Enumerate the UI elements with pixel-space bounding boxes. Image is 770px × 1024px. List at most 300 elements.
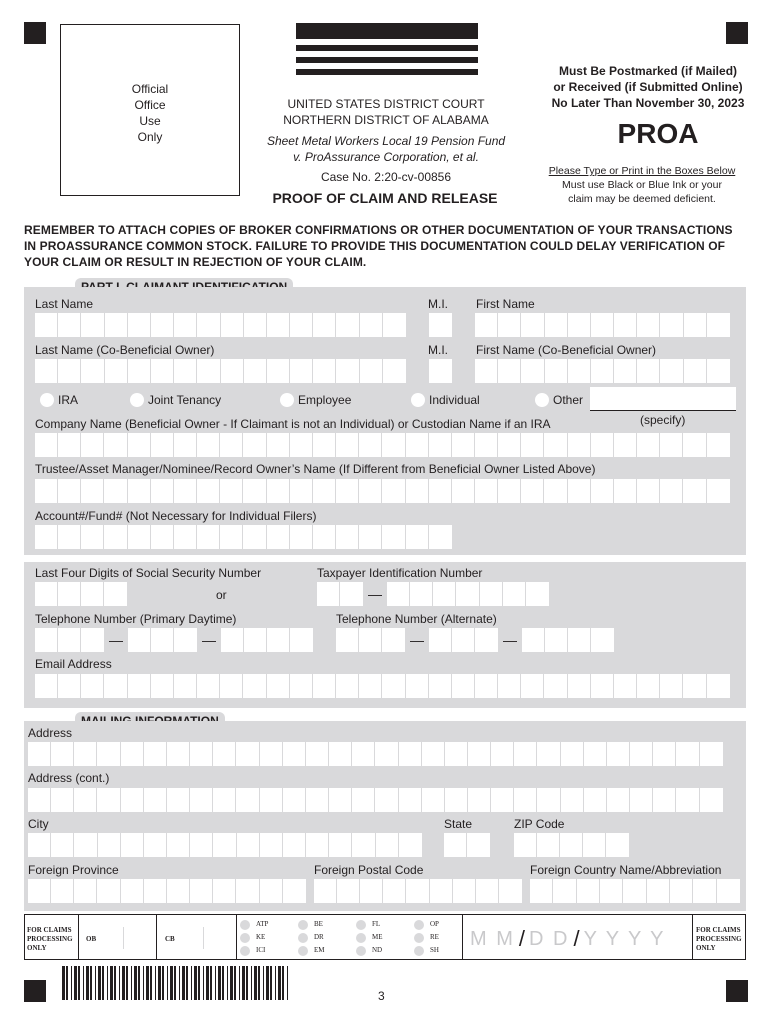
input-cell[interactable] xyxy=(387,582,410,606)
radio-joint-tenancy[interactable] xyxy=(130,393,144,407)
input-cell[interactable] xyxy=(35,433,58,457)
input-cell[interactable] xyxy=(236,879,259,903)
input-cell[interactable] xyxy=(352,788,375,812)
input-cell[interactable] xyxy=(58,582,81,606)
input-cell[interactable] xyxy=(104,433,127,457)
input-cell[interactable] xyxy=(283,833,306,857)
input-cell[interactable] xyxy=(340,582,363,606)
input-cell[interactable] xyxy=(614,479,637,503)
input-cell[interactable] xyxy=(456,582,479,606)
input-cell[interactable] xyxy=(58,479,81,503)
input-cell[interactable] xyxy=(104,479,127,503)
input-cell[interactable] xyxy=(429,313,452,337)
input-cell[interactable] xyxy=(167,833,190,857)
input-cell[interactable] xyxy=(468,788,491,812)
input-cell[interactable] xyxy=(58,313,81,337)
input-cell[interactable] xyxy=(429,628,452,652)
input-cell[interactable] xyxy=(521,359,544,383)
input-cell[interactable] xyxy=(243,674,266,698)
input-cell[interactable] xyxy=(290,313,313,337)
input-cell[interactable] xyxy=(480,582,503,606)
input-cell[interactable] xyxy=(410,582,433,606)
input-cell[interactable] xyxy=(313,479,336,503)
input-cell[interactable] xyxy=(244,628,267,652)
input-cell[interactable] xyxy=(382,479,405,503)
input-cell[interactable] xyxy=(406,433,429,457)
input-cell[interactable] xyxy=(128,628,151,652)
input-cell[interactable] xyxy=(498,674,521,698)
input-cell[interactable] xyxy=(521,674,544,698)
input-cell[interactable] xyxy=(614,433,637,457)
input-cell[interactable] xyxy=(498,479,521,503)
phone-primary-line-input[interactable] xyxy=(221,628,313,652)
input-cell[interactable] xyxy=(204,927,226,949)
input-cell[interactable] xyxy=(221,359,244,383)
input-cell[interactable] xyxy=(475,313,498,337)
received-date-input[interactable] xyxy=(470,924,690,954)
input-cell[interactable] xyxy=(630,788,653,812)
input-cell[interactable] xyxy=(476,879,499,903)
input-cell[interactable] xyxy=(197,359,220,383)
input-cell[interactable] xyxy=(197,674,220,698)
input-cell[interactable] xyxy=(243,479,266,503)
input-cell[interactable] xyxy=(174,525,197,549)
input-cell[interactable] xyxy=(144,833,167,857)
input-cell[interactable] xyxy=(144,742,167,766)
input-cell[interactable] xyxy=(174,628,197,652)
input-cell[interactable] xyxy=(243,433,266,457)
input-cell[interactable] xyxy=(717,879,740,903)
email-input[interactable] xyxy=(35,674,730,698)
company-input[interactable] xyxy=(35,433,730,457)
input-cell[interactable] xyxy=(290,525,313,549)
input-cell[interactable] xyxy=(452,479,475,503)
input-cell[interactable] xyxy=(653,788,676,812)
input-cell[interactable] xyxy=(433,582,456,606)
input-cell[interactable] xyxy=(244,359,267,383)
input-cell[interactable] xyxy=(561,788,584,812)
input-cell[interactable] xyxy=(81,433,104,457)
code-radio[interactable] xyxy=(240,946,250,956)
input-cell[interactable] xyxy=(521,313,544,337)
input-cell[interactable] xyxy=(104,674,127,698)
input-cell[interactable] xyxy=(260,833,283,857)
input-cell[interactable] xyxy=(637,479,660,503)
input-cell[interactable] xyxy=(545,628,568,652)
input-cell[interactable] xyxy=(121,788,144,812)
input-cell[interactable] xyxy=(660,479,683,503)
code-radio[interactable] xyxy=(298,946,308,956)
input-cell[interactable] xyxy=(382,628,405,652)
input-cell[interactable] xyxy=(475,433,498,457)
phone-alt-line-input[interactable] xyxy=(522,628,614,652)
code-radio[interactable] xyxy=(356,946,366,956)
input-cell[interactable] xyxy=(660,359,683,383)
input-cell[interactable] xyxy=(544,479,567,503)
input-cell[interactable] xyxy=(700,788,723,812)
input-cell[interactable] xyxy=(591,674,614,698)
input-cell[interactable] xyxy=(167,742,190,766)
code-radio[interactable] xyxy=(414,946,424,956)
input-cell[interactable] xyxy=(475,359,498,383)
input-cell[interactable] xyxy=(260,788,283,812)
input-cell[interactable] xyxy=(429,479,452,503)
input-cell[interactable] xyxy=(452,433,475,457)
input-cell[interactable] xyxy=(591,628,614,652)
input-cell[interactable] xyxy=(28,788,51,812)
input-cell[interactable] xyxy=(221,313,244,337)
input-cell[interactable] xyxy=(553,879,576,903)
input-cell[interactable] xyxy=(121,879,144,903)
input-cell[interactable] xyxy=(81,582,104,606)
input-cell[interactable] xyxy=(336,433,359,457)
code-radio[interactable] xyxy=(240,933,250,943)
input-cell[interactable] xyxy=(568,359,591,383)
input-cell[interactable] xyxy=(105,313,128,337)
input-cell[interactable] xyxy=(336,674,359,698)
input-cell[interactable] xyxy=(35,628,58,652)
input-cell[interactable] xyxy=(121,742,144,766)
input-cell[interactable] xyxy=(591,313,614,337)
last-name-co-input[interactable] xyxy=(35,359,406,383)
input-cell[interactable] xyxy=(660,674,683,698)
input-cell[interactable] xyxy=(213,879,236,903)
input-cell[interactable] xyxy=(283,879,306,903)
input-cell[interactable] xyxy=(637,359,660,383)
input-cell[interactable] xyxy=(81,313,104,337)
input-cell[interactable] xyxy=(360,879,383,903)
input-cell[interactable] xyxy=(683,674,706,698)
input-cell[interactable] xyxy=(429,433,452,457)
input-cell[interactable] xyxy=(422,788,445,812)
input-cell[interactable] xyxy=(514,833,537,857)
input-cell[interactable] xyxy=(526,582,549,606)
input-cell[interactable] xyxy=(382,525,405,549)
input-cell[interactable] xyxy=(121,833,144,857)
code-radio[interactable] xyxy=(356,933,366,943)
phone-alt-prefix-input[interactable] xyxy=(429,628,498,652)
input-cell[interactable] xyxy=(81,479,104,503)
input-cell[interactable] xyxy=(306,742,329,766)
input-cell[interactable] xyxy=(514,788,537,812)
radio-employee[interactable] xyxy=(280,393,294,407)
code-radio[interactable] xyxy=(414,933,424,943)
input-cell[interactable] xyxy=(35,359,58,383)
input-cell[interactable] xyxy=(376,833,399,857)
input-cell[interactable] xyxy=(429,525,452,549)
input-cell[interactable] xyxy=(614,313,637,337)
input-cell[interactable] xyxy=(213,788,236,812)
mi-co-input[interactable] xyxy=(429,359,452,383)
input-cell[interactable] xyxy=(190,742,213,766)
code-radio[interactable] xyxy=(240,920,250,930)
input-cell[interactable] xyxy=(306,833,329,857)
input-cell[interactable] xyxy=(491,788,514,812)
input-cell[interactable] xyxy=(144,788,167,812)
input-cell[interactable] xyxy=(128,674,151,698)
trustee-input[interactable] xyxy=(35,479,730,503)
input-cell[interactable] xyxy=(267,674,290,698)
input-cell[interactable] xyxy=(105,359,128,383)
phone-primary-prefix-input[interactable] xyxy=(128,628,197,652)
input-cell[interactable] xyxy=(35,525,58,549)
input-cell[interactable] xyxy=(607,788,630,812)
input-cell[interactable] xyxy=(174,313,197,337)
input-cell[interactable] xyxy=(429,674,452,698)
input-cell[interactable] xyxy=(606,833,629,857)
radio-ira[interactable] xyxy=(40,393,54,407)
input-cell[interactable] xyxy=(577,879,600,903)
input-cell[interactable] xyxy=(102,927,124,949)
input-cell[interactable] xyxy=(591,359,614,383)
input-cell[interactable] xyxy=(600,879,623,903)
input-cell[interactable] xyxy=(244,313,267,337)
input-cell[interactable] xyxy=(422,742,445,766)
input-cell[interactable] xyxy=(660,433,683,457)
input-cell[interactable] xyxy=(190,788,213,812)
input-cell[interactable] xyxy=(51,833,74,857)
input-cell[interactable] xyxy=(498,313,521,337)
input-cell[interactable] xyxy=(197,313,220,337)
input-cell[interactable] xyxy=(336,525,359,549)
input-cell[interactable] xyxy=(151,674,174,698)
input-cell[interactable] xyxy=(647,879,670,903)
input-cell[interactable] xyxy=(74,742,97,766)
input-cell[interactable] xyxy=(329,742,352,766)
input-cell[interactable] xyxy=(190,879,213,903)
input-cell[interactable] xyxy=(174,674,197,698)
input-cell[interactable] xyxy=(260,879,283,903)
radio-individual[interactable] xyxy=(411,393,425,407)
input-cell[interactable] xyxy=(383,359,406,383)
input-cell[interactable] xyxy=(51,879,74,903)
input-cell[interactable] xyxy=(174,359,197,383)
input-cell[interactable] xyxy=(623,879,646,903)
input-cell[interactable] xyxy=(707,479,730,503)
input-cell[interactable] xyxy=(359,525,382,549)
input-cell[interactable] xyxy=(360,313,383,337)
input-cell[interactable] xyxy=(97,742,120,766)
input-cell[interactable] xyxy=(568,479,591,503)
input-cell[interactable] xyxy=(591,433,614,457)
input-cell[interactable] xyxy=(537,788,560,812)
input-cell[interactable] xyxy=(35,582,58,606)
input-cell[interactable] xyxy=(260,742,283,766)
input-cell[interactable] xyxy=(283,742,306,766)
input-cell[interactable] xyxy=(521,433,544,457)
input-cell[interactable] xyxy=(399,742,422,766)
input-cell[interactable] xyxy=(81,674,104,698)
input-cell[interactable] xyxy=(317,582,340,606)
input-cell[interactable] xyxy=(221,628,244,652)
input-cell[interactable] xyxy=(267,313,290,337)
input-cell[interactable] xyxy=(707,674,730,698)
input-cell[interactable] xyxy=(475,479,498,503)
input-cell[interactable] xyxy=(452,674,475,698)
input-cell[interactable] xyxy=(174,433,197,457)
input-cell[interactable] xyxy=(660,313,683,337)
input-cell[interactable] xyxy=(290,359,313,383)
input-cell[interactable] xyxy=(383,879,406,903)
input-cell[interactable] xyxy=(236,788,259,812)
input-cell[interactable] xyxy=(243,525,266,549)
input-cell[interactable] xyxy=(190,833,213,857)
input-cell[interactable] xyxy=(375,742,398,766)
input-cell[interactable] xyxy=(382,674,405,698)
input-cell[interactable] xyxy=(568,628,591,652)
input-cell[interactable] xyxy=(151,359,174,383)
input-cell[interactable] xyxy=(453,879,476,903)
input-cell[interactable] xyxy=(591,479,614,503)
input-cell[interactable] xyxy=(336,313,359,337)
input-cell[interactable] xyxy=(359,674,382,698)
input-cell[interactable] xyxy=(336,479,359,503)
input-cell[interactable] xyxy=(283,788,306,812)
input-cell[interactable] xyxy=(313,313,336,337)
input-cell[interactable] xyxy=(104,525,127,549)
address-cont-input[interactable] xyxy=(28,788,723,812)
foreign-province-input[interactable] xyxy=(28,879,306,903)
input-cell[interactable] xyxy=(97,788,120,812)
input-cell[interactable] xyxy=(568,313,591,337)
input-cell[interactable] xyxy=(290,433,313,457)
input-cell[interactable] xyxy=(313,674,336,698)
input-cell[interactable] xyxy=(290,479,313,503)
input-cell[interactable] xyxy=(614,674,637,698)
input-cell[interactable] xyxy=(290,674,313,698)
input-cell[interactable] xyxy=(530,879,553,903)
input-cell[interactable] xyxy=(220,674,243,698)
input-cell[interactable] xyxy=(670,879,693,903)
input-cell[interactable] xyxy=(498,359,521,383)
input-cell[interactable] xyxy=(213,742,236,766)
input-cell[interactable] xyxy=(406,879,429,903)
input-cell[interactable] xyxy=(360,359,383,383)
input-cell[interactable] xyxy=(491,742,514,766)
input-cell[interactable] xyxy=(58,628,81,652)
input-cell[interactable] xyxy=(51,788,74,812)
input-cell[interactable] xyxy=(522,628,545,652)
phone-primary-area-input[interactable] xyxy=(35,628,104,652)
input-cell[interactable] xyxy=(584,742,607,766)
input-cell[interactable] xyxy=(74,833,97,857)
input-cell[interactable] xyxy=(637,433,660,457)
input-cell[interactable] xyxy=(74,879,97,903)
input-cell[interactable] xyxy=(359,628,382,652)
input-cell[interactable] xyxy=(58,674,81,698)
input-cell[interactable] xyxy=(684,359,707,383)
input-cell[interactable] xyxy=(313,359,336,383)
input-cell[interactable] xyxy=(336,628,359,652)
input-cell[interactable] xyxy=(430,879,453,903)
input-cell[interactable] xyxy=(382,433,405,457)
input-cell[interactable] xyxy=(545,313,568,337)
input-cell[interactable] xyxy=(220,479,243,503)
input-cell[interactable] xyxy=(128,525,151,549)
last-name-input[interactable] xyxy=(35,313,406,337)
input-cell[interactable] xyxy=(313,525,336,549)
input-cell[interactable] xyxy=(336,359,359,383)
cb-input[interactable] xyxy=(182,927,226,949)
input-cell[interactable] xyxy=(503,582,526,606)
input-cell[interactable] xyxy=(568,433,591,457)
input-cell[interactable] xyxy=(544,674,567,698)
input-cell[interactable] xyxy=(399,788,422,812)
code-radio[interactable] xyxy=(356,920,366,930)
input-cell[interactable] xyxy=(220,433,243,457)
input-cell[interactable] xyxy=(128,359,151,383)
input-cell[interactable] xyxy=(406,674,429,698)
input-cell[interactable] xyxy=(676,742,699,766)
input-cell[interactable] xyxy=(98,833,121,857)
address-input[interactable] xyxy=(28,742,723,766)
input-cell[interactable] xyxy=(444,833,467,857)
input-cell[interactable] xyxy=(197,525,220,549)
input-cell[interactable] xyxy=(614,359,637,383)
input-cell[interactable] xyxy=(583,833,606,857)
input-cell[interactable] xyxy=(167,788,190,812)
ssn-input[interactable] xyxy=(35,582,127,606)
input-cell[interactable] xyxy=(399,833,422,857)
input-cell[interactable] xyxy=(359,433,382,457)
input-cell[interactable] xyxy=(521,479,544,503)
input-cell[interactable] xyxy=(707,433,730,457)
input-cell[interactable] xyxy=(220,525,243,549)
input-cell[interactable] xyxy=(174,479,197,503)
input-cell[interactable] xyxy=(498,433,521,457)
input-cell[interactable] xyxy=(683,479,706,503)
input-cell[interactable] xyxy=(197,479,220,503)
input-cell[interactable] xyxy=(514,742,537,766)
zip-input[interactable] xyxy=(514,833,629,857)
input-cell[interactable] xyxy=(684,313,707,337)
mi-input[interactable] xyxy=(429,313,452,337)
input-cell[interactable] xyxy=(445,788,468,812)
phone-alt-area-input[interactable] xyxy=(336,628,405,652)
input-cell[interactable] xyxy=(267,525,290,549)
input-cell[interactable] xyxy=(475,674,498,698)
input-cell[interactable] xyxy=(28,742,51,766)
input-cell[interactable] xyxy=(151,628,174,652)
input-cell[interactable] xyxy=(467,833,490,857)
input-cell[interactable] xyxy=(313,433,336,457)
input-cell[interactable] xyxy=(707,313,730,337)
input-cell[interactable] xyxy=(58,525,81,549)
input-cell[interactable] xyxy=(237,833,260,857)
input-cell[interactable] xyxy=(630,742,653,766)
input-cell[interactable] xyxy=(406,525,429,549)
other-specify-input[interactable] xyxy=(590,387,736,411)
input-cell[interactable] xyxy=(561,742,584,766)
ob-input[interactable] xyxy=(102,927,146,949)
input-cell[interactable] xyxy=(537,742,560,766)
input-cell[interactable] xyxy=(151,313,174,337)
input-cell[interactable] xyxy=(28,833,51,857)
input-cell[interactable] xyxy=(352,742,375,766)
input-cell[interactable] xyxy=(74,788,97,812)
input-cell[interactable] xyxy=(375,788,398,812)
input-cell[interactable] xyxy=(693,879,716,903)
input-cell[interactable] xyxy=(359,479,382,503)
input-cell[interactable] xyxy=(445,742,468,766)
input-cell[interactable] xyxy=(337,879,360,903)
input-cell[interactable] xyxy=(128,313,151,337)
foreign-country-input[interactable] xyxy=(530,879,740,903)
input-cell[interactable] xyxy=(637,674,660,698)
input-cell[interactable] xyxy=(213,833,236,857)
input-cell[interactable] xyxy=(653,742,676,766)
input-cell[interactable] xyxy=(144,879,167,903)
